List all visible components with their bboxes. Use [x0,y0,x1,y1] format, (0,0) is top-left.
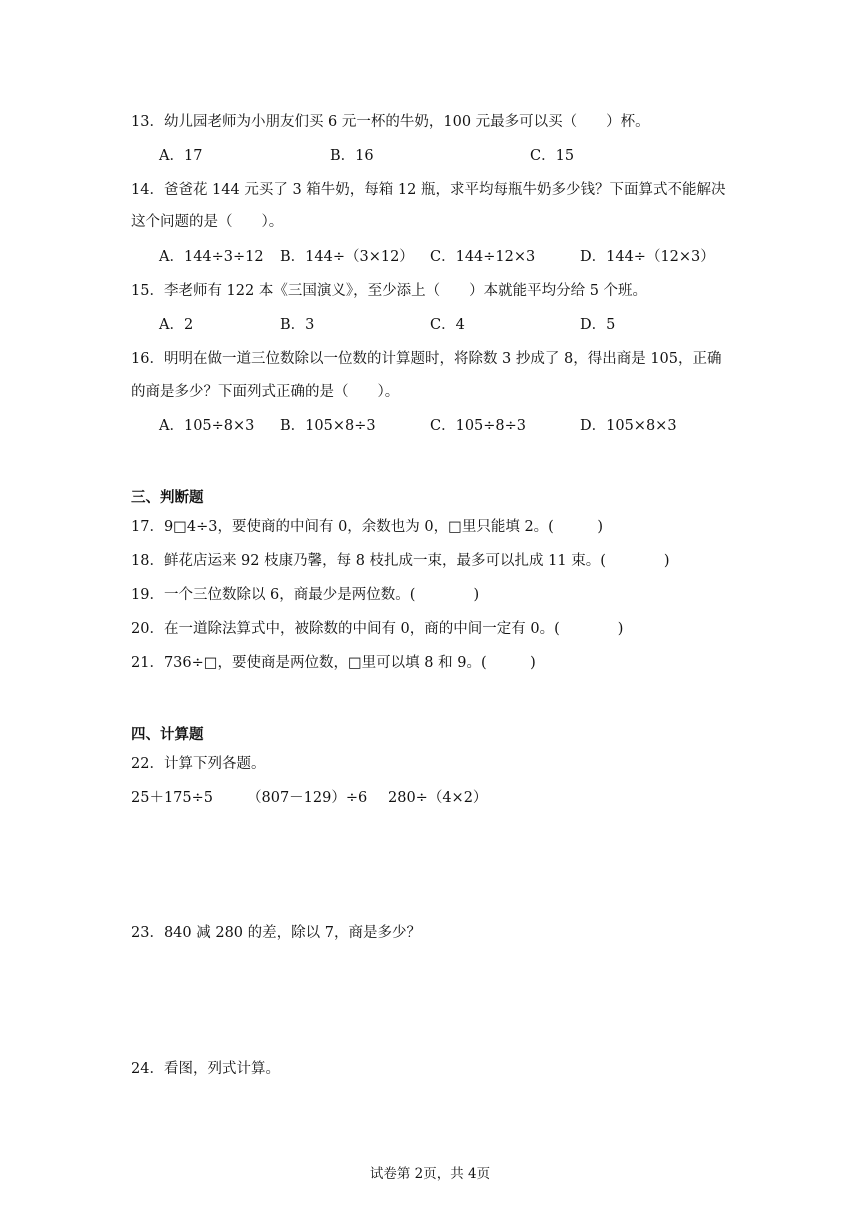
q16-option-b: B．105×8÷3 [280,418,376,434]
question-22: 22．计算下列各题。 [131,756,266,772]
q14-option-c: C．144÷12×3 [430,249,536,265]
question-24: 24．看图，列式计算。 [131,1061,280,1077]
question-13: 13．幼儿园老师为小朋友们买 6 元一杯的牛奶，100 元最多可以买（ ）杯。 [131,114,650,130]
q16-option-c: C．105÷8÷3 [430,418,527,434]
q14-option-d: D．144÷（12×3） [580,249,715,265]
q15-option-a: A．2 [159,317,194,333]
q16-option-d: D．105×8×3 [580,418,677,434]
q22-expression-2: （807－129）÷6 [247,790,368,806]
page-footer: 试卷第 2页，共 4页 [369,1166,491,1182]
q15-option-d: D．5 [580,317,616,333]
section-judgment-title: 三、判断题 [131,490,204,506]
q13-option-c: C．15 [530,148,575,164]
question-16-line-1: 16．明明在做一道三位数除以一位数的计算题时，将除数 3 抄成了 8，得出商是 105，正确 [131,351,722,367]
q16-option-a: A．105÷8×3 [159,418,255,434]
q22-expression-3: 280÷（4×2） [388,790,488,806]
question-14-line-2: 这个问题的是（ ）。 [131,214,284,230]
q22-expression-1: 25＋175÷5 [131,790,214,806]
question-15: 15．李老师有 122 本《三国演义》，至少添上（ ）本就能平均分给 5 个班。 [131,283,648,299]
q13-option-b: B．16 [330,148,374,164]
question-21: 21．736÷□，要使商是两位数，□里可以填 8 和 9。( ) [131,655,536,671]
section-calculation-title: 四、计算题 [131,727,204,743]
q15-option-c: C．4 [430,317,465,333]
question-14-line-1: 14．爸爸花 144 元买了 3 箱牛奶，每箱 12 瓶，求平均每瓶牛奶多少钱？下面算式不能解决 [131,182,726,198]
q13-option-a: A．17 [159,148,203,164]
q14-option-b: B．144÷（3×12） [280,249,414,265]
question-17: 17．9□4÷3，要使商的中间有 0，余数也为 0，□里只能填 2。( ) [131,519,603,535]
question-16-line-2: 的商是多少？下面列式正确的是（ ）。 [131,384,400,400]
question-18: 18．鲜花店运来 92 枝康乃馨，每 8 枝扎成一束，最多可以扎成 11 束。( ) [131,553,670,569]
question-23: 23．840 减 280 的差，除以 7，商是多少？ [131,925,421,941]
q15-option-b: B．3 [280,317,315,333]
q14-option-a: A．144÷3÷12 [159,249,264,265]
question-20: 20．在一道除法算式中，被除数的中间有 0，商的中间一定有 0。( ) [131,621,624,637]
question-19: 19．一个三位数除以 6，商最少是两位数。( ) [131,587,480,603]
